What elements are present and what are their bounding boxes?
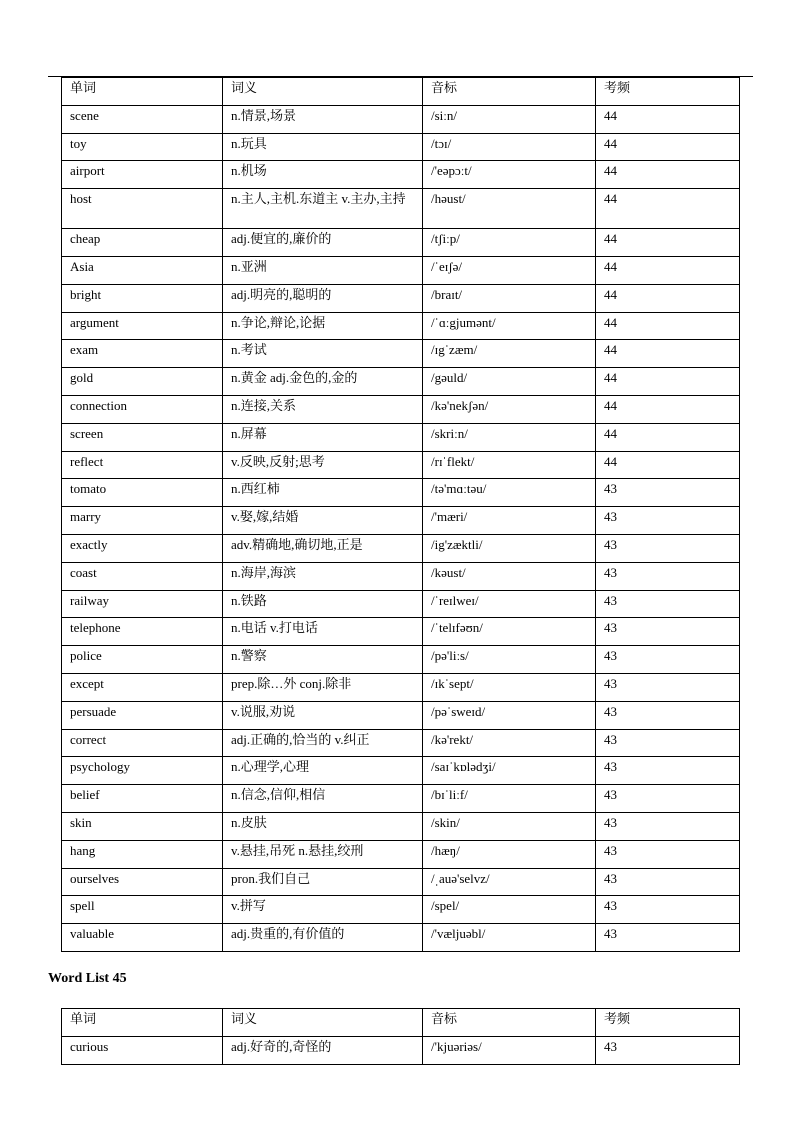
word-cell: toy xyxy=(62,133,223,161)
word-cell: correct xyxy=(62,729,223,757)
phonetic-cell: /bɪˈliːf/ xyxy=(423,785,596,813)
phonetic-cell: /hæŋ/ xyxy=(423,840,596,868)
header-phonetic: 音标 xyxy=(423,1009,596,1037)
word-table xyxy=(61,77,740,952)
phonetic-cell: /gəuld/ xyxy=(423,368,596,396)
table-row xyxy=(62,229,740,257)
meaning-cell: v.拼写 xyxy=(223,896,423,924)
phonetic-cell: /ig'zæktli/ xyxy=(423,534,596,562)
table-row xyxy=(62,868,740,896)
table-row xyxy=(62,757,740,785)
word-cell: coast xyxy=(62,562,223,590)
meaning-cell: v.反映,反射;思考 xyxy=(223,451,423,479)
meaning-cell: adj.正确的,恰当的 v.纠正 xyxy=(223,729,423,757)
meaning-cell: v.说服,劝说 xyxy=(223,701,423,729)
header-frequency: 考频 xyxy=(596,1009,740,1037)
frequency-cell: 43 xyxy=(596,701,740,729)
word-cell: persuade xyxy=(62,701,223,729)
table-row xyxy=(62,161,740,189)
frequency-cell: 43 xyxy=(596,646,740,674)
table-row xyxy=(62,1037,740,1065)
word-cell: Asia xyxy=(62,256,223,284)
phonetic-cell: /kəust/ xyxy=(423,562,596,590)
meaning-cell: n.亚洲 xyxy=(223,256,423,284)
table-row xyxy=(62,590,740,618)
frequency-cell: 44 xyxy=(596,340,740,368)
frequency-cell: 43 xyxy=(596,673,740,701)
table-row xyxy=(62,785,740,813)
phonetic-cell: /ɪgˈzæm/ xyxy=(423,340,596,368)
meaning-cell: pron.我们自己 xyxy=(223,868,423,896)
table-row xyxy=(62,189,740,229)
word-cell: bright xyxy=(62,284,223,312)
table-row xyxy=(62,673,740,701)
meaning-cell: n.皮肤 xyxy=(223,812,423,840)
table-row xyxy=(62,133,740,161)
word-cell: hang xyxy=(62,840,223,868)
phonetic-cell: /skriːn/ xyxy=(423,423,596,451)
frequency-cell: 43 xyxy=(596,840,740,868)
table-row xyxy=(62,812,740,840)
frequency-cell: 44 xyxy=(596,284,740,312)
table-header-row xyxy=(62,1009,740,1037)
table-row xyxy=(62,284,740,312)
header-word: 单词 xyxy=(62,1009,223,1037)
frequency-cell: 44 xyxy=(596,161,740,189)
word-cell: exam xyxy=(62,340,223,368)
word-table-body xyxy=(62,78,740,952)
word-cell: police xyxy=(62,646,223,674)
section-title: Word List 45 xyxy=(48,971,127,986)
frequency-cell: 44 xyxy=(596,105,740,133)
table-row xyxy=(62,646,740,674)
word-cell: railway xyxy=(62,590,223,618)
meaning-cell: n.西红柿 xyxy=(223,479,423,507)
phonetic-cell: /ˈeɪʃə/ xyxy=(423,256,596,284)
phonetic-cell: /kə'nekʃən/ xyxy=(423,395,596,423)
word-cell: curious xyxy=(62,1037,223,1065)
phonetic-cell: /saɪˈkɒlədʒi/ xyxy=(423,757,596,785)
word-cell: exactly xyxy=(62,534,223,562)
table-row xyxy=(62,105,740,133)
header-phonetic: 音标 xyxy=(423,78,596,106)
table-row xyxy=(62,562,740,590)
phonetic-cell: /pəˈsweɪd/ xyxy=(423,701,596,729)
table-row xyxy=(62,368,740,396)
frequency-cell: 43 xyxy=(596,1037,740,1065)
meaning-cell: n.情景,场景 xyxy=(223,105,423,133)
meaning-cell: n.主人,主机.东道主 v.主办,主持 xyxy=(223,189,423,229)
frequency-cell: 44 xyxy=(596,395,740,423)
meaning-cell: adj.便宜的,廉价的 xyxy=(223,229,423,257)
word-cell: belief xyxy=(62,785,223,813)
phonetic-cell: /ˈreɪlweɪ/ xyxy=(423,590,596,618)
frequency-cell: 44 xyxy=(596,423,740,451)
frequency-cell: 44 xyxy=(596,229,740,257)
meaning-cell: n.机场 xyxy=(223,161,423,189)
word-cell: tomato xyxy=(62,479,223,507)
meaning-cell: n.心理学,心理 xyxy=(223,757,423,785)
word-cell: host xyxy=(62,189,223,229)
table-row xyxy=(62,618,740,646)
phonetic-cell: /'væljuəbl/ xyxy=(423,924,596,952)
phonetic-cell: /siːn/ xyxy=(423,105,596,133)
table-row xyxy=(62,451,740,479)
word-cell: spell xyxy=(62,896,223,924)
meaning-cell: n.信念,信仰,相信 xyxy=(223,785,423,813)
table-row xyxy=(62,256,740,284)
word-cell: cheap xyxy=(62,229,223,257)
word-cell: screen xyxy=(62,423,223,451)
phonetic-cell: /'kjuəriəs/ xyxy=(423,1037,596,1065)
phonetic-cell: /rɪˈflekt/ xyxy=(423,451,596,479)
phonetic-cell: /skin/ xyxy=(423,812,596,840)
phonetic-cell: /spel/ xyxy=(423,896,596,924)
table-row xyxy=(62,701,740,729)
frequency-cell: 43 xyxy=(596,479,740,507)
word-cell: gold xyxy=(62,368,223,396)
table-row xyxy=(62,507,740,535)
word-cell: telephone xyxy=(62,618,223,646)
frequency-cell: 44 xyxy=(596,451,740,479)
word-cell: connection xyxy=(62,395,223,423)
word-table-2 xyxy=(61,1008,740,1065)
table-row xyxy=(62,840,740,868)
word-cell: skin xyxy=(62,812,223,840)
word-cell: scene xyxy=(62,105,223,133)
word-cell: marry xyxy=(62,507,223,535)
phonetic-cell: /ɪkˈsept/ xyxy=(423,673,596,701)
table-row xyxy=(62,395,740,423)
phonetic-cell: /'mæri/ xyxy=(423,507,596,535)
frequency-cell: 44 xyxy=(596,256,740,284)
word-cell: airport xyxy=(62,161,223,189)
meaning-cell: adj.好奇的,奇怪的 xyxy=(223,1037,423,1065)
meaning-cell: n.电话 v.打电话 xyxy=(223,618,423,646)
word-cell: valuable xyxy=(62,924,223,952)
phonetic-cell: /tʃiːp/ xyxy=(423,229,596,257)
frequency-cell: 44 xyxy=(596,133,740,161)
phonetic-cell: /braɪt/ xyxy=(423,284,596,312)
frequency-cell: 43 xyxy=(596,562,740,590)
meaning-cell: prep.除…外 conj.除非 xyxy=(223,673,423,701)
word-cell: argument xyxy=(62,312,223,340)
frequency-cell: 43 xyxy=(596,812,740,840)
meaning-cell: v.娶,嫁,结婚 xyxy=(223,507,423,535)
table-row xyxy=(62,423,740,451)
word-cell: ourselves xyxy=(62,868,223,896)
word-cell: reflect xyxy=(62,451,223,479)
meaning-cell: n.黄金 adj.金色的,金的 xyxy=(223,368,423,396)
header-frequency: 考频 xyxy=(596,78,740,106)
frequency-cell: 44 xyxy=(596,312,740,340)
frequency-cell: 43 xyxy=(596,896,740,924)
frequency-cell: 43 xyxy=(596,534,740,562)
phonetic-cell: /pə'liːs/ xyxy=(423,646,596,674)
table-row xyxy=(62,340,740,368)
meaning-cell: adv.精确地,确切地,正是 xyxy=(223,534,423,562)
phonetic-cell: /'eəpɔːt/ xyxy=(423,161,596,189)
frequency-cell: 43 xyxy=(596,868,740,896)
frequency-cell: 43 xyxy=(596,757,740,785)
phonetic-cell: /ˌauə'selvz/ xyxy=(423,868,596,896)
meaning-cell: n.玩具 xyxy=(223,133,423,161)
meaning-cell: n.考试 xyxy=(223,340,423,368)
phonetic-cell: /ˈɑːgjumənt/ xyxy=(423,312,596,340)
meaning-cell: adj.明亮的,聪明的 xyxy=(223,284,423,312)
meaning-cell: n.铁路 xyxy=(223,590,423,618)
phonetic-cell: /kə'rekt/ xyxy=(423,729,596,757)
frequency-cell: 44 xyxy=(596,189,740,229)
table-row xyxy=(62,729,740,757)
word-cell: except xyxy=(62,673,223,701)
frequency-cell: 43 xyxy=(596,590,740,618)
word-table-2-body xyxy=(62,1009,740,1065)
meaning-cell: n.连接,关系 xyxy=(223,395,423,423)
phonetic-cell: /həust/ xyxy=(423,189,596,229)
meaning-cell: adj.贵重的,有价值的 xyxy=(223,924,423,952)
frequency-cell: 43 xyxy=(596,507,740,535)
frequency-cell: 43 xyxy=(596,618,740,646)
phonetic-cell: /ˈtelɪfəʊn/ xyxy=(423,618,596,646)
table-header-row xyxy=(62,78,740,106)
table-row xyxy=(62,896,740,924)
phonetic-cell: /tə'mɑːtəu/ xyxy=(423,479,596,507)
table-row xyxy=(62,479,740,507)
meaning-cell: n.争论,辩论,论据 xyxy=(223,312,423,340)
meaning-cell: n.海岸,海滨 xyxy=(223,562,423,590)
word-cell: psychology xyxy=(62,757,223,785)
meaning-cell: n.警察 xyxy=(223,646,423,674)
table-row xyxy=(62,924,740,952)
frequency-cell: 43 xyxy=(596,924,740,952)
table-row xyxy=(62,534,740,562)
header-meaning: 词义 xyxy=(223,1009,423,1037)
phonetic-cell: /tɔɪ/ xyxy=(423,133,596,161)
header-word: 单词 xyxy=(62,78,223,106)
meaning-cell: n.屏幕 xyxy=(223,423,423,451)
table-row xyxy=(62,312,740,340)
header-meaning: 词义 xyxy=(223,78,423,106)
frequency-cell: 43 xyxy=(596,785,740,813)
frequency-cell: 44 xyxy=(596,368,740,396)
frequency-cell: 43 xyxy=(596,729,740,757)
meaning-cell: v.悬挂,吊死 n.悬挂,绞刑 xyxy=(223,840,423,868)
